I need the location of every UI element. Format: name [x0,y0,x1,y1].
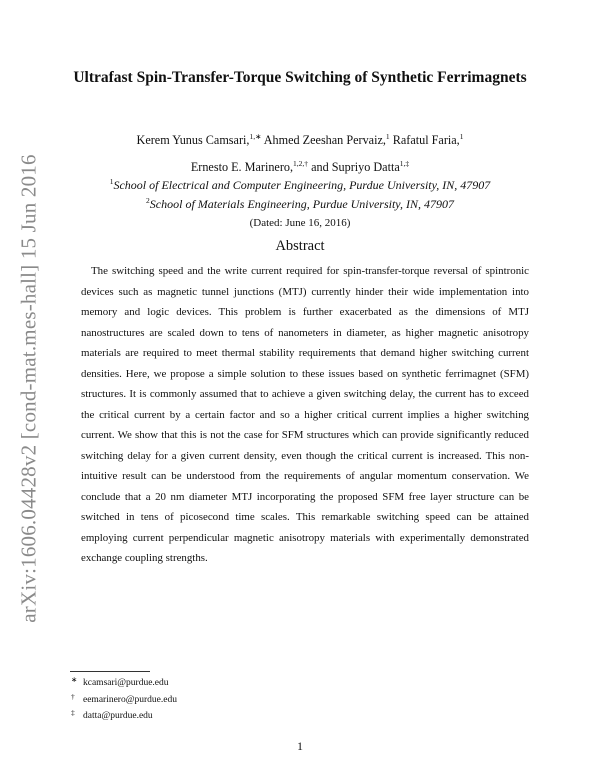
page-number: 1 [297,739,303,753]
footnote-mark: ‡ [71,708,75,717]
author-name: Rafatul Faria, [392,133,460,148]
author-affil-mark: 1 [459,132,464,141]
author-affil-mark: 1,2,† [293,159,309,169]
abstract-body: The switching speed and the write current required for spin-transfer-torque reversal of spintronic devices such as magnetic tunnel junctions (MTJ) currently hinder their wide implementation into memory and logic devices. This problem is further exacerbated as the dimensions of MTJ nanostructures are scaled down to tens of nanometers in diameter, as higher magnetic anisotropy materials are required to meet thermal stability requirements that demand higher switching current densities. Here, we propose a simple solution to these issues based on synthetic ferrimagnet (SFM) structures. It is commonly assumed that to achieve a given switching delay, the current has to exceed the critical current by a certain factor and so a higher critical current implies a higher switching current. We show that this is not the case for SFM structures which can provide significantly reduced switching delay for a given current density, even though the critical current is increased. This non-intuitive result can be understood from the requirements of angular momentum conservation. We conclude that a 20 nm diameter MTJ incorporating the proposed SFM free layer structure can be switched in tens of picosecond time scales. This remarkable switching speed can be attained employing current perpendicular magnetic anisotropy materials with experimentally demonstrated exchange coupling strengths. [81,265,529,564]
footnotes [71,675,177,725]
arxiv-sidebar [9,153,49,623]
affiliation-text: School of Materials Engineering, Purdue University, IN, 47907 [149,197,454,211]
affiliation-text: School of Electrical and Computer Engineering, Purdue University, IN, 47907 [113,178,491,192]
author-name: Ahmed Zeeshan Pervaiz, [263,133,386,148]
footnote-item [71,708,177,725]
author-affil-mark: 1 [385,132,390,141]
author-affil-mark: 1,‡ [399,159,410,169]
footnote-email-link[interactable]: datta@purdue.edu [83,711,153,721]
arxiv-identifier[interactable]: arXiv:1606.04428v2 [cond-mat.mes-hall] 15 Jun 2016 [16,153,41,623]
affiliation-1 [80,174,520,193]
author-name: Ernesto E. Marinero, [190,160,294,175]
footnote-item [71,692,177,709]
footnote-mark: ∗ [71,675,78,684]
author-name: and Supriyo Datta [311,160,400,175]
author-list [120,125,480,179]
affiliation-2 [80,193,520,212]
affiliation-mark: 1 [109,177,114,186]
author-name: Kerem Yunus Camsari, [136,133,250,148]
dated-line: (Dated: June 16, 2016) [249,217,351,229]
footnote-mark: † [71,691,75,701]
paper-title: Ultrafast Spin-Transfer-Torque Switching of Synthetic Ferrimagnets [73,69,527,86]
footnote-item [71,675,177,692]
author-affil-mark: 1,∗ [249,132,262,141]
affiliation-mark: 2 [146,196,150,205]
abstract-heading: Abstract [275,238,325,254]
footnote-email-link[interactable]: eemarinero@purdue.edu [83,694,177,705]
footnote-email-link[interactable]: kcamsari@purdue.edu [83,678,169,688]
